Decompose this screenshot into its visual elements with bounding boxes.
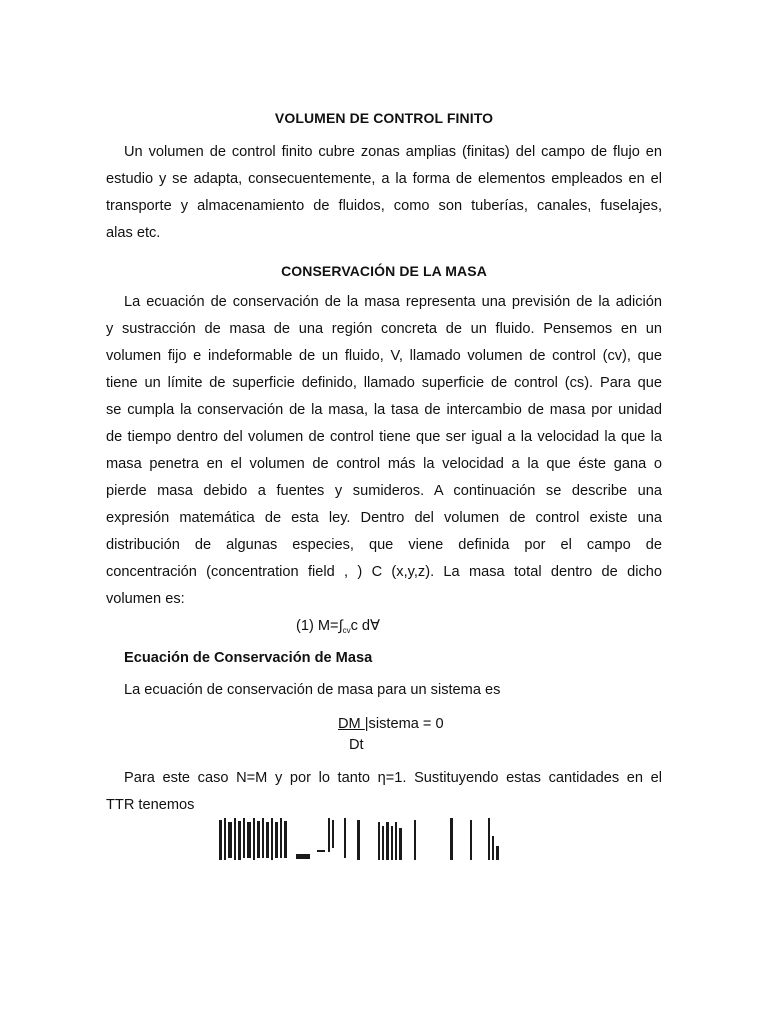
- text-line: La ecuación de conservación de la masa representa una previsión de la adición: [124, 294, 662, 310]
- paragraph-conservacion-masa: [106, 289, 662, 613]
- fraction-numerator: DM: [338, 716, 365, 732]
- text-line: distribución de algunas especies, que viene definida por el campo de: [106, 537, 662, 553]
- text-line: se cumpla la conservación de la masa, la tasa de intercambio de masa por unidad: [106, 402, 662, 418]
- text-line: tiene un límite de superficie definido, llamado superficie de control (cs). Para que: [106, 375, 662, 391]
- text-line: transporte y almacenamiento de fluidos, como son tuberías, canales, fuselajes,: [106, 198, 662, 214]
- text-line: de tiempo dentro del volumen de control tiene que ser igual a la velocidad la que la: [106, 429, 662, 445]
- garbled-formula-image: [217, 812, 502, 864]
- intro-text: La ecuación de conservación de masa para un sistema es: [124, 682, 501, 698]
- text-line: concentración (concentration field , ) C (x,y,z). La masa total dentro de dicho: [106, 564, 662, 580]
- text-line: TTR tenemos: [106, 797, 195, 813]
- text-line: Para este caso N=M y por lo tanto η=1. Sustituyendo estas cantidades en el: [124, 770, 662, 786]
- text-line: expresión matemática de esta ley. Dentro del volumen de control existe una: [106, 510, 662, 526]
- formula-glyphs: [219, 818, 499, 860]
- text-line: masa penetra en el volumen de control más la velocidad a la que éste gana o: [106, 456, 662, 472]
- equation-mass-integral: [296, 617, 380, 634]
- equation-prefix: (1) M=∫: [296, 618, 343, 634]
- text-line: volumen es:: [106, 591, 185, 607]
- section-title-volumen-control: VOLUMEN DE CONTROL FINITO: [274, 110, 494, 126]
- section-title-conservacion-masa: CONSERVACIÓN DE LA MASA: [281, 263, 487, 279]
- text-line: y sustracción de masa de una región concreta de un fluido. Pensemos en un: [106, 321, 662, 337]
- text-line: volumen fijo e indeformable de un fluido, V, llamado volumen de control (cv), que: [106, 348, 662, 364]
- text-line: pierde masa debido a fuentes y sumideros. A continuación se describe una: [106, 483, 662, 499]
- text-line: estudio y se adapta, consecuentemente, a la forma de elementos empleados en el: [106, 171, 662, 187]
- text-line: Un volumen de control finito cubre zonas amplias (finitas) del campo de flujo en: [124, 144, 662, 160]
- paragraph-volumen-control: [106, 139, 662, 247]
- fraction-rest: |sistema = 0: [364, 716, 444, 732]
- fraction-denominator: Dt: [349, 737, 364, 753]
- equation-subscript: cv: [342, 626, 351, 635]
- subtitle-ecuacion-conservacion: Ecuación de Conservación de Masa: [124, 650, 373, 666]
- equation-suffix: c d∀: [350, 618, 381, 634]
- paragraph-ttr: [106, 765, 662, 819]
- text-line: alas etc.: [106, 225, 161, 241]
- equation-fraction: [338, 716, 444, 753]
